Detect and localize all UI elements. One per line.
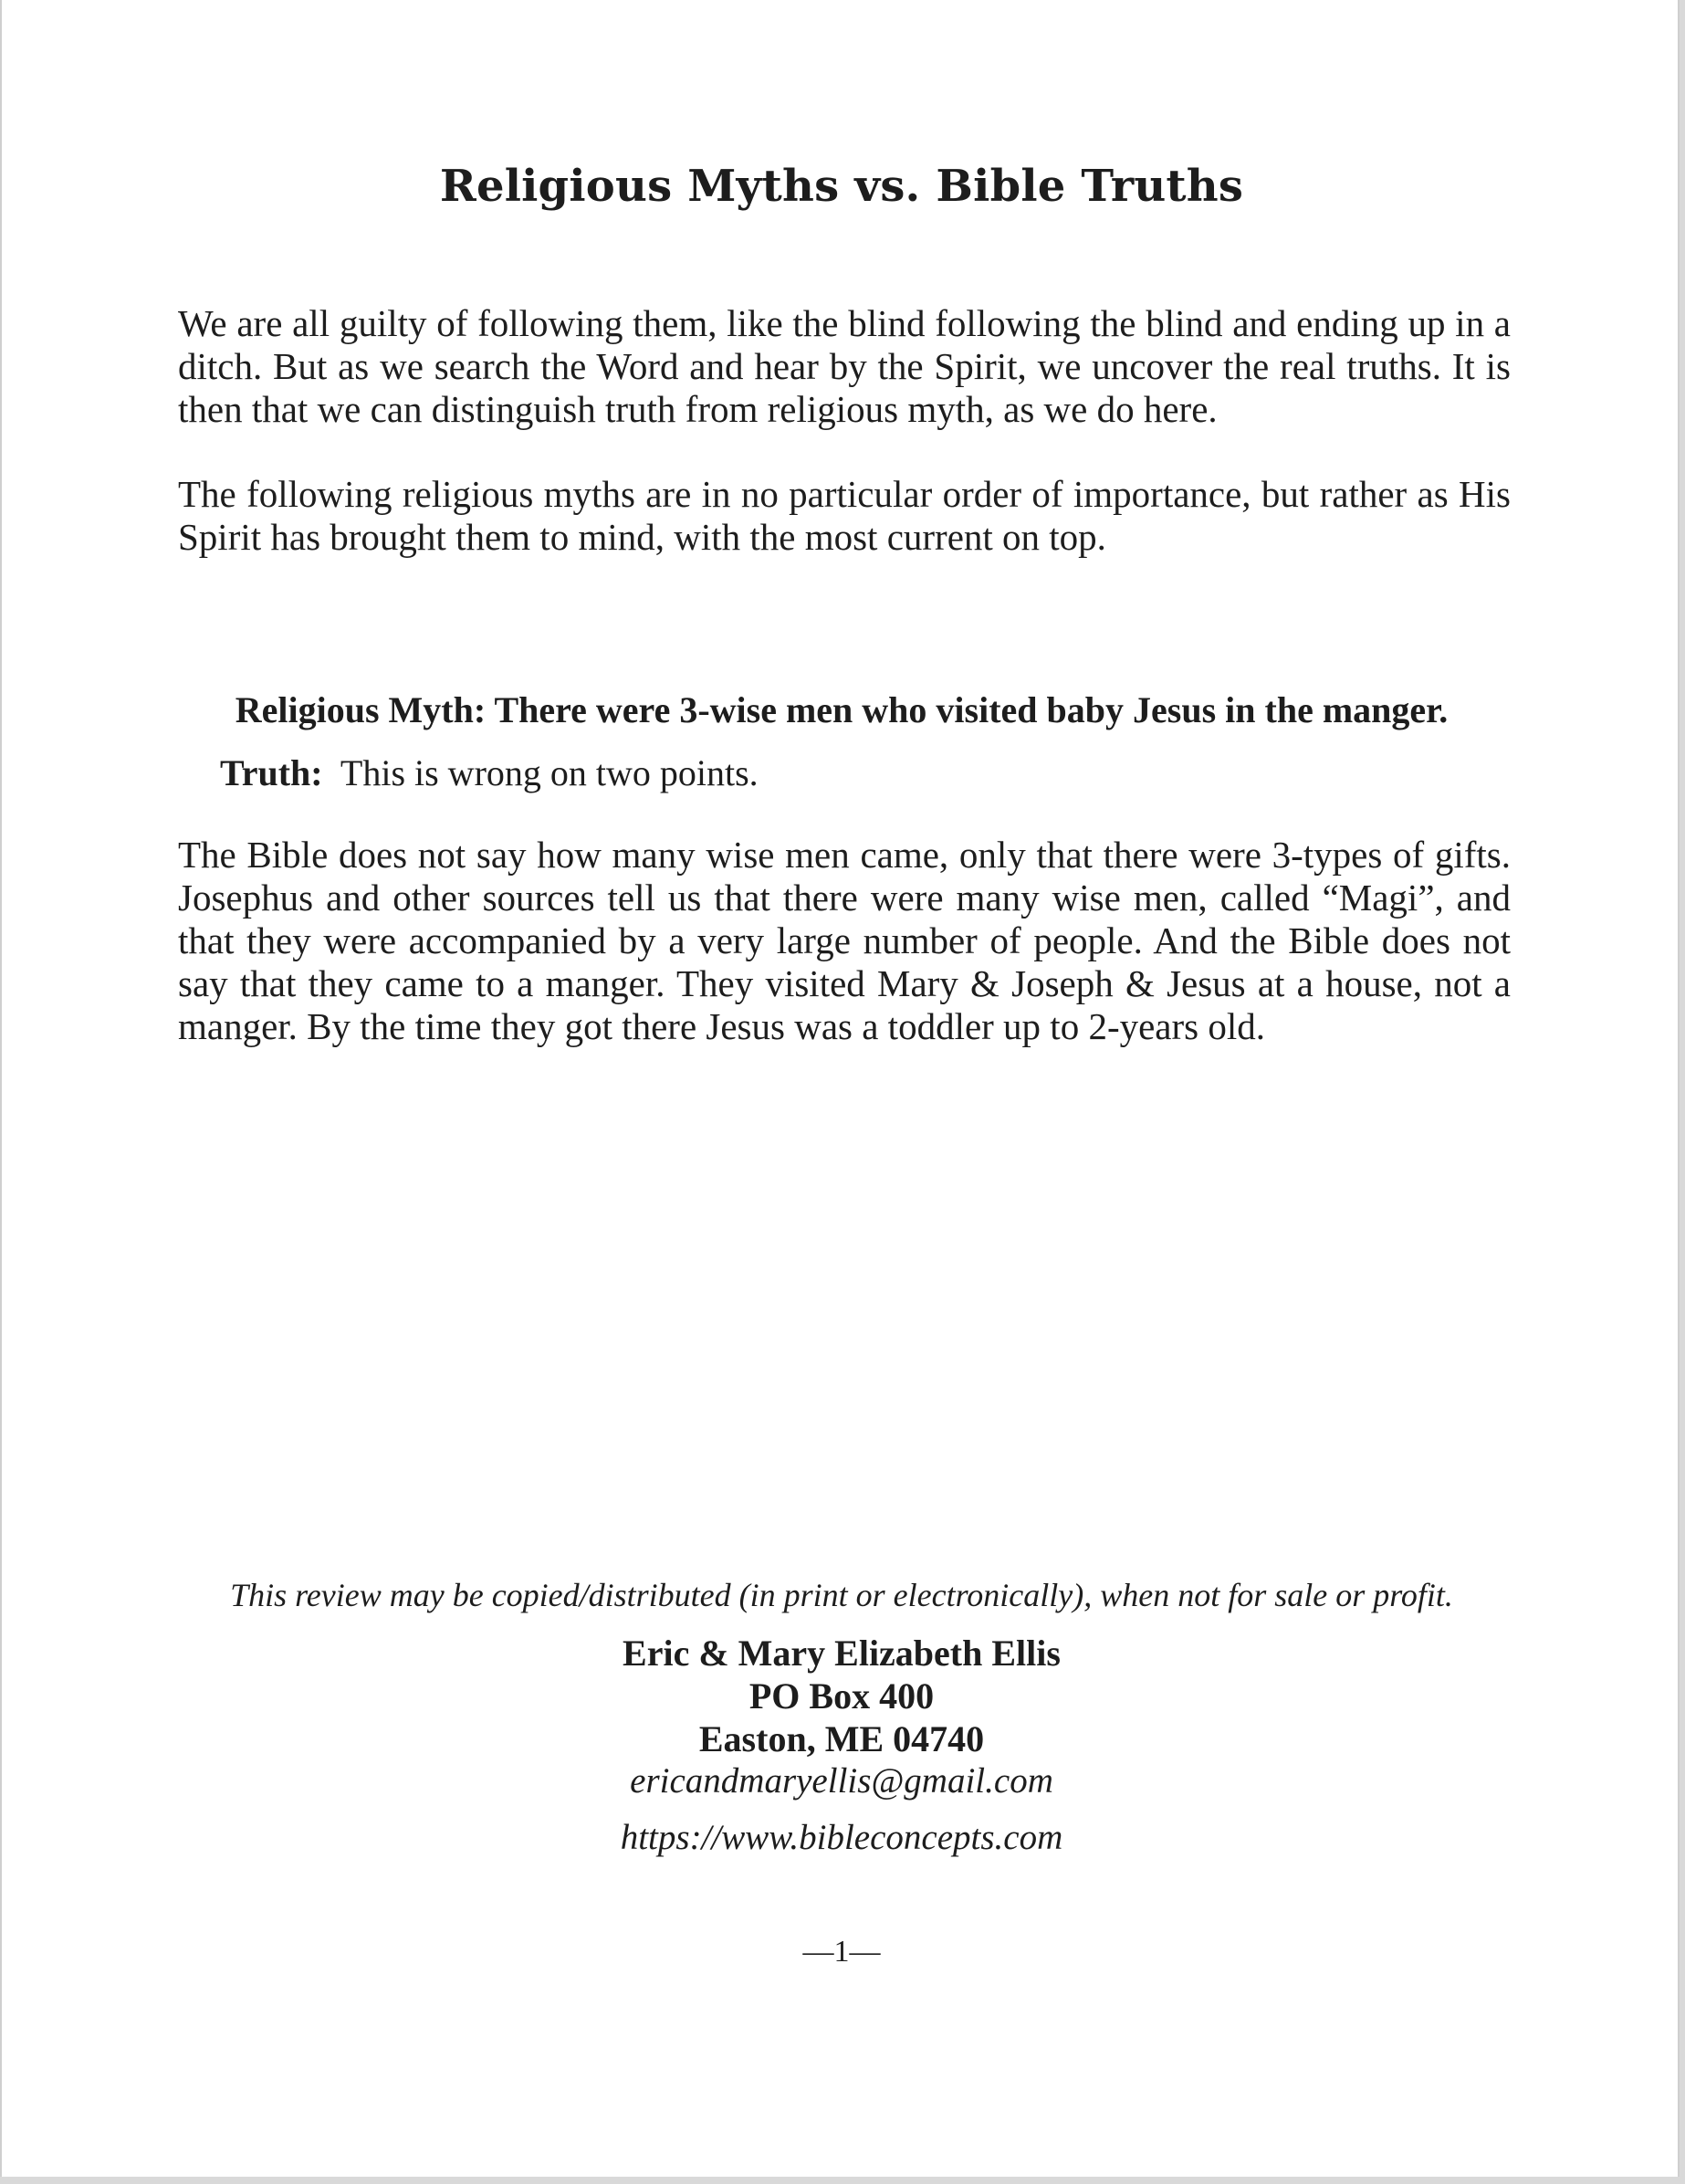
- truth-line: [220, 751, 759, 794]
- page-number: —1—: [802, 1935, 881, 1969]
- po-box: PO Box 400: [748, 1675, 935, 1717]
- explanation-paragraph: The Bible does not say how many wise men came, only that there were 3-types of gifts. Josephus and other sources tell us that there were many wise men, called “Magi”, and that they were accompanied by a very large number of people. And the Bible does not say that they came to a manger. They visited Mary & Joseph & Jesus at a house, not a manger. By the time they got there Jesus was a toddler up to 2-years old.: [178, 834, 1511, 1047]
- author-name: Eric & Mary Elizabeth Ellis: [623, 1633, 1061, 1674]
- myth-heading: Religious Myth: There were 3-wise men who visited baby Jesus in the manger.: [235, 689, 1449, 730]
- website-link[interactable]: https://www.bibleconcepts.com: [620, 1818, 1063, 1857]
- city-state-zip: Easton, ME 04740: [698, 1718, 985, 1759]
- intro-paragraph-1: We are all guilty of following them, like the blind following the blind and ending up in a ditch. But as we search the Word and hear by the Spirit, we uncover the real truths. It is then that we can distinguish truth from religious myth, as we do here.: [178, 302, 1511, 430]
- email-address[interactable]: ericandmaryellis@gmail.com: [630, 1761, 1053, 1801]
- truth-label: Truth:: [220, 752, 323, 793]
- intro-paragraph-2: The following religious myths are in no particular order of importance, but rather as His Spirit has brought them to mind, with the most current on top.: [178, 473, 1511, 558]
- page-title: Religious Myths vs. Bible Truths: [439, 161, 1244, 212]
- truth-text: This is wrong on two points.: [340, 752, 759, 793]
- copy-notice: This review may be copied/distributed (in print or electronically), when not for sale or profit.: [230, 1577, 1453, 1613]
